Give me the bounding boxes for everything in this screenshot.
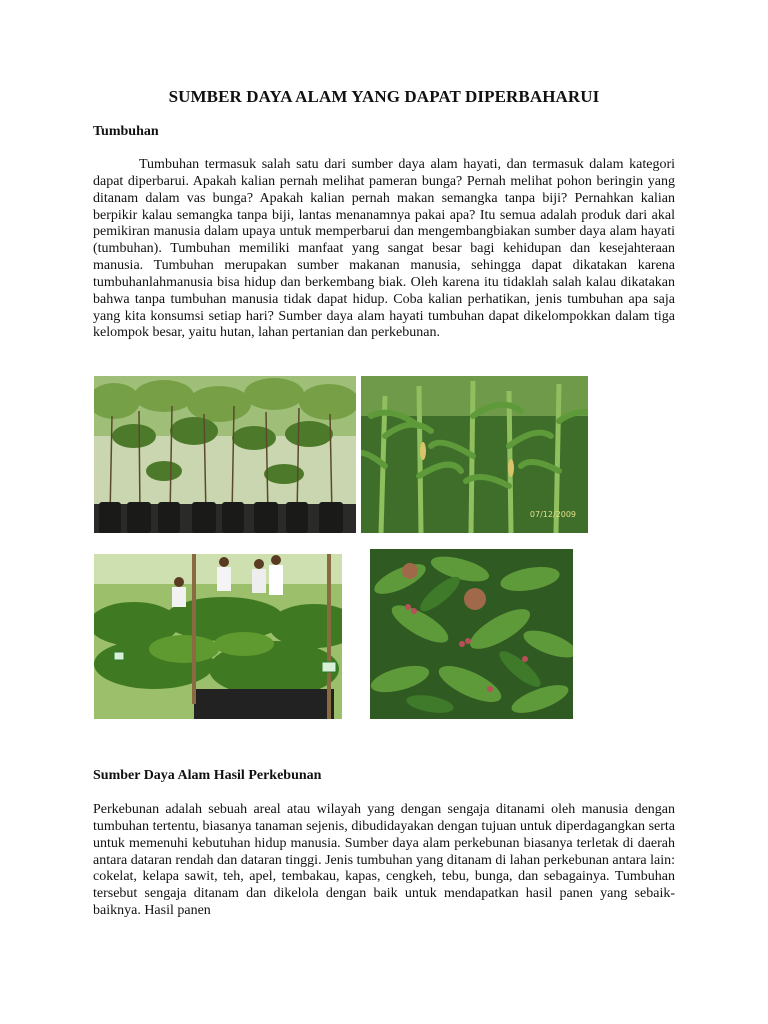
photo-tree-seedlings: [94, 376, 356, 533]
paragraph-tumbuhan: Tumbuhan termasuk salah satu dari sumber daya alam hayati, dan termasuk dalam kategori dapat diperbarui. Apakah kalian pernah melihat pameran bunga? Pernah melihat pohon beringin yang ditanam dalam vas bunga? Apakah kalian pernah makan semangka tanpa biji? Pernahkan kalian berpikir kalau semangka tanpa biji, lantas menanamnya pakai apa? Itu semua adalah produk dari akal pemikiran manusia dalam upaya untuk memperbarui dan mengembangbiakan sumber daya alam hayati (tumbuhan). Tumbuhan memiliki manfaat yang sangat besar bagi kehidupan dan kesejahteraan manusia. Tumbuhan merupakan sumber makanan manusia, sehingga dapat dikatakan karena tumbuhanlahmanusia bisa hidup dan berkembang biak. Oleh karena itu tidaklah salah kalau dikatakan bahwa tanpa tumbuhan manusia tidak dapat hidup. Coba kalian perhatikan, jenis tumbuhan apa saja yang kita konsumsi setiap hari? Sumber daya alam hayati tumbuhan dapat dikelompokkan dalam tiga kelompok besar, yaitu hutan, lahan pertanian dan perkebunan.: [93, 157, 675, 341]
page-title: SUMBER DAYA ALAM YANG DAPAT DIPERBAHARUI: [168, 87, 600, 106]
photo-sapodilla-fruit: [370, 549, 573, 719]
photo-date-stamp: 07/12/2009: [529, 510, 576, 519]
photo-nursery-workers: [94, 554, 342, 719]
paragraph-perkebunan: Perkebunan adalah sebuah areal atau wilayah yang dengan sengaja ditanami oleh manusia dengan tumbuhan tertentu, biasanya tanaman sejenis, dibudidayakan dengan tujuan untuk diperdagangkan serta untuk memenuhi kebutuhan hidup manusia. Sumber daya alam perkebunan biasanya terletak di daerah antara dataran rendah dan dataran tinggi. Jenis tumbuhan yang ditanam di lahan perkebunan antara lain: cokelat, kelapa sawit, teh, apel, tembakau, kapas, cengkeh, tebu, bunga, dan sebagainya. Tumbuhan tersebut sengaja ditanam dan dikelola dengan baik untuk mendapatkan hasil panen yang sebaik-baiknya. Hasil panen: [93, 802, 675, 919]
section-heading-tumbuhan: Tumbuhan: [93, 124, 159, 139]
section-heading-perkebunan: Sumber Daya Alam Hasil Perkebunan: [93, 768, 322, 783]
photo-corn-field: [361, 376, 588, 533]
